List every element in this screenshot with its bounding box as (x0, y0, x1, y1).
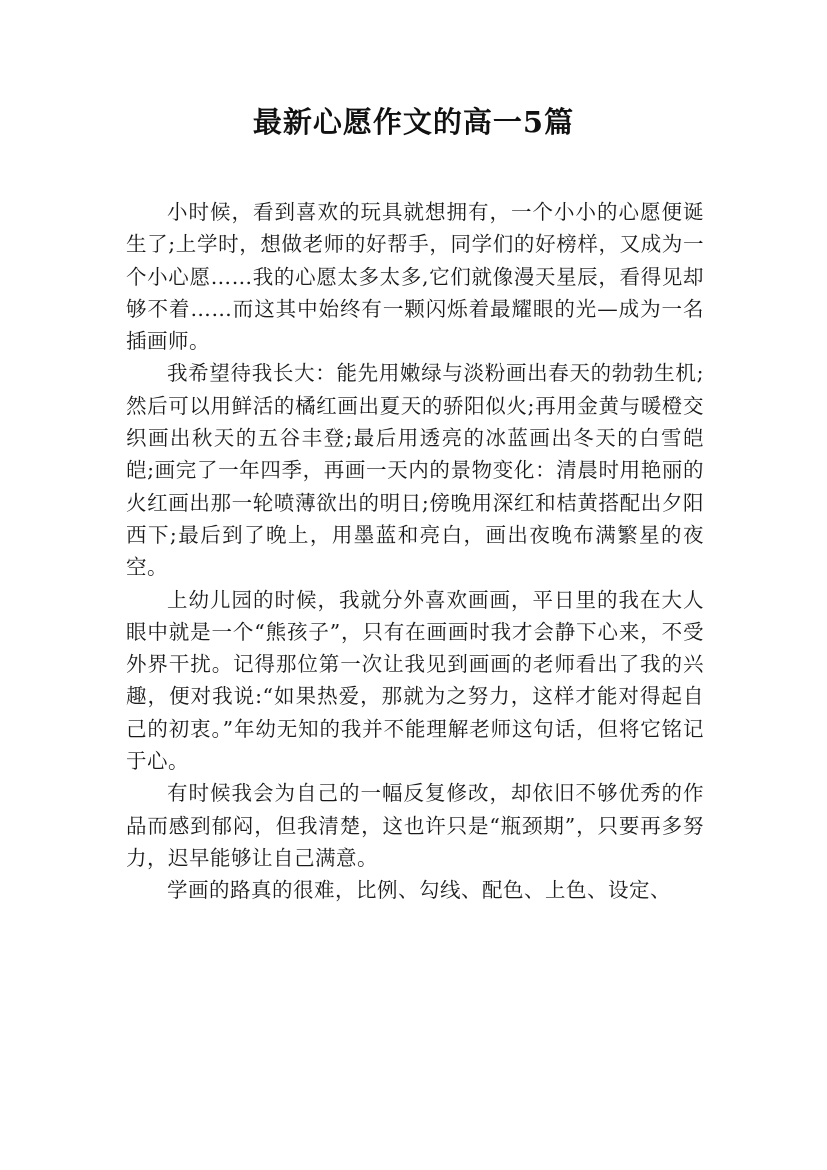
paragraph-1: 小时候，看到喜欢的玩具就想拥有，一个小小的心愿便诞生了;上学时，想做老师的好帮手，同学们的好榜样，又成为一个小心愿……我的心愿太多太多,它们就像漫天星辰，看得见却够不着……而这其中始终有一颗闪烁着最耀眼的光—成为一名插画师。 (126, 200, 704, 354)
document-body (126, 196, 704, 907)
document-title: 最新心愿作文的高一5篇 (252, 105, 575, 139)
paragraph-2: 我希望待我长大：能先用嫩绿与淡粉画出春天的勃勃生机;然后可以用鲜活的橘红画出夏天的骄阳似火;再用金黄与暖橙交织画出秋天的五谷丰登;最后用透亮的冰蓝画出冬天的白雪皑皑;画完了一年四季，再画一天内的景物变化：清晨时用艳丽的火红画出那一轮喷薄欲出的明日;傍晚用深红和桔黄搭配出夕阳西下;最后到了晚上，用墨蓝和亮白，画出夜晚布满繁星的夜空。 (126, 361, 704, 580)
paragraph-5: 学画的路真的很难，比例、勾线、配色、上色、设定、 (167, 878, 671, 903)
paragraph-3: 上幼儿园的时候，我就分外喜欢画画，平日里的我在大人眼中就是一个“熊孩子”，只有在画画时我才会静下心来，不受外界干扰。记得那位第一次让我见到画画的老师看出了我的兴趣，便对我说:“如果热爱，那就为之努力，这样才能对得起自己的初衷。”年幼无知的我并不能理解老师这句话，但将它铭记于心。 (126, 587, 704, 774)
paragraph-4: 有时候我会为自己的一幅反复修改，却依旧不够优秀的作品而感到郁闷，但我清楚，这也许只是“瓶颈期”，只要再多努力，迟早能够让自己满意。 (126, 781, 704, 870)
